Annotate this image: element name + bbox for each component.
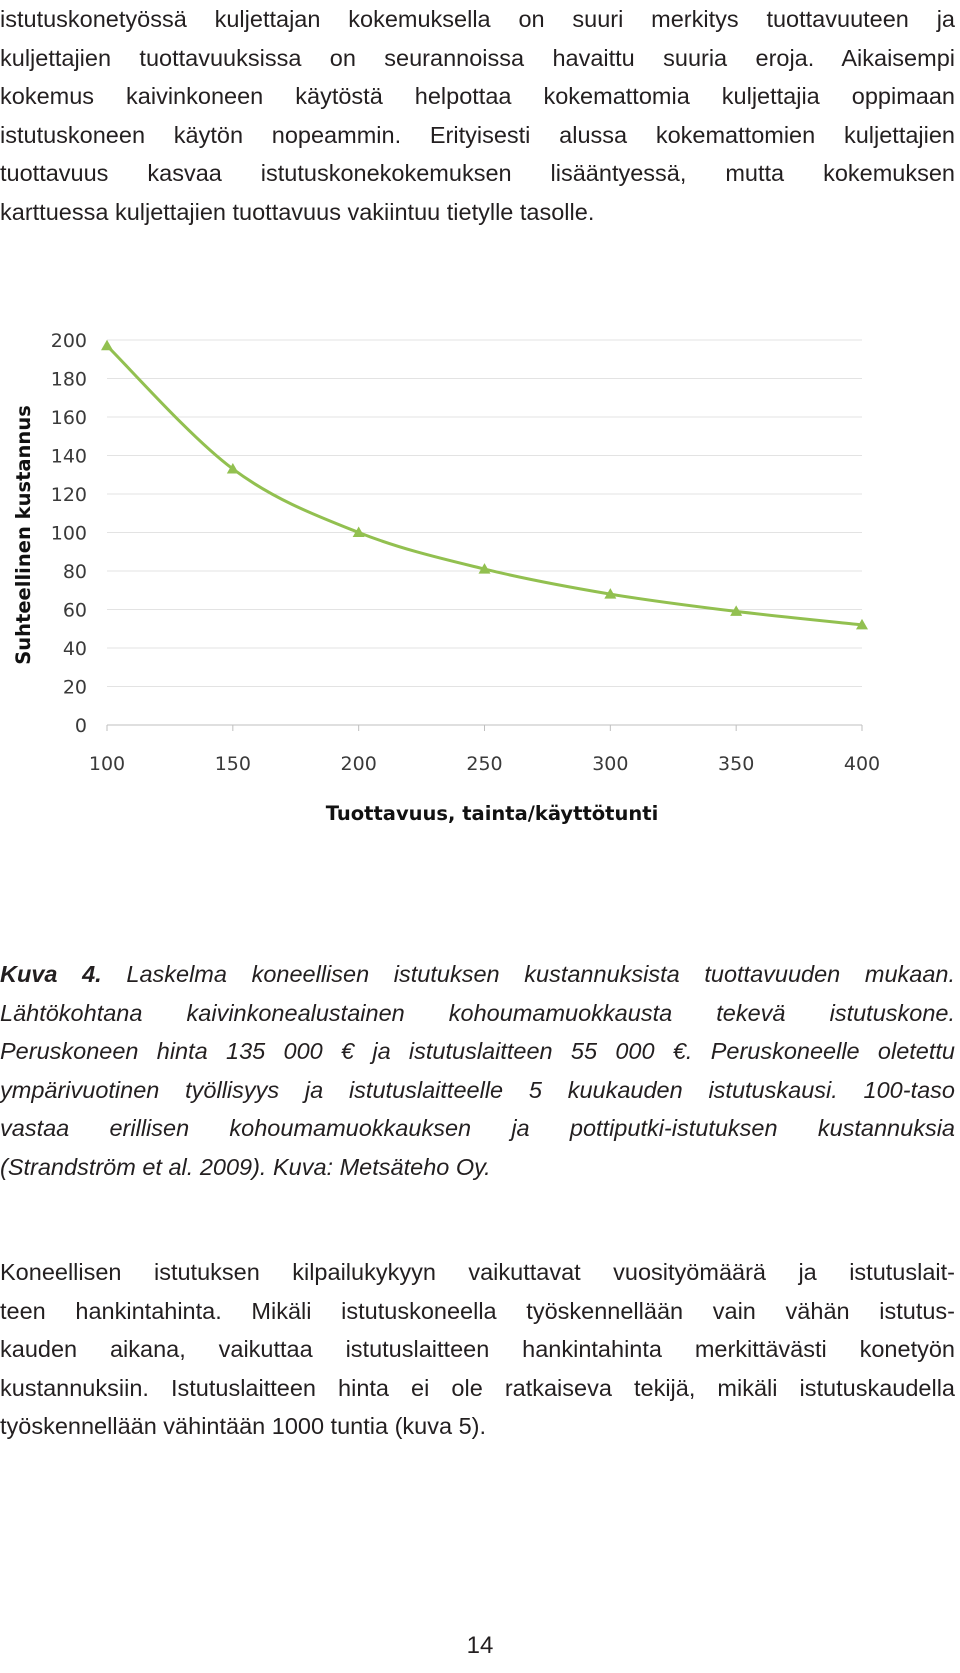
y-tick-label: 40 <box>62 638 87 660</box>
y-tick-label: 120 <box>50 484 87 506</box>
text-line: kauden aikana, vaikuttaa istutuslaitteen hankintahinta merkittävästi konetyön <box>0 1336 955 1362</box>
text-line: karttuessa kuljettajien tuottavuus vakiintuu tietylle tasolle. <box>0 198 595 225</box>
cost-chart <box>0 330 960 890</box>
body-paragraph <box>0 1253 955 1446</box>
y-axis-title: Suhteellinen kustannus <box>12 405 35 665</box>
intro-paragraph <box>0 0 955 231</box>
caption-text: Laskelma koneellisen istutuksen kustannuksista tuottavuuden mukaan. <box>126 961 956 987</box>
y-tick-label: 140 <box>50 445 87 468</box>
x-axis-title: Tuottavuus, tainta/käyttötunti <box>325 802 659 825</box>
x-tick-label: 250 <box>466 753 503 775</box>
y-tick-label: 100 <box>50 522 87 545</box>
text-line: kuljettajien tuottavuuksissa on seurannoissa havaittu suuria eroja. Aikaisempi <box>0 44 955 71</box>
caption-line: ympärivuotinen työllisyys ja istutuslaitteelle 5 kuukauden istutuskausi. 100-taso <box>0 1076 955 1103</box>
text-line: teen hankintahinta. Mikäli istutuskoneella työskennellään vain vähän istutus- <box>0 1297 955 1324</box>
y-tick-label: 80 <box>62 561 87 583</box>
text-line: kustannuksiin. Istutuslaitteen hinta ei ole ratkaiseva tekijä, mikäli istutuskaudella <box>0 1374 955 1401</box>
y-tick-label: 160 <box>50 407 87 429</box>
page-number: 14 <box>466 1632 494 1659</box>
text-line: istutuskoneen käytön nopeammin. Erityisesti alussa kokemattomien kuljettajien <box>0 121 955 148</box>
text-line: Koneellisen istutuksen kilpailukykyyn vaikuttavat vuosityömäärä ja istutuslait- <box>0 1259 955 1285</box>
y-tick-label: 0 <box>74 715 87 737</box>
figure-caption <box>0 955 955 1186</box>
x-tick-label: 400 <box>843 753 881 775</box>
x-tick-label: 300 <box>592 753 629 775</box>
text-line: työskennellään vähintään 1000 tuntia (kuva 5). <box>0 1413 486 1439</box>
text-line: istutuskonetyössä kuljettajan kokemuksella on suuri merkitys tuottavuuteen ja <box>0 6 955 32</box>
figure-label: Kuva 4. <box>0 961 102 987</box>
series-line <box>107 346 862 625</box>
caption-line: vastaa erillisen kohoumamuokkauksen ja pottiputki-istutuksen kustannuksia <box>0 1115 955 1141</box>
x-tick-label: 200 <box>340 753 377 775</box>
x-tick-label: 100 <box>88 753 126 775</box>
y-tick-label: 60 <box>62 599 87 622</box>
data-point <box>101 340 113 351</box>
y-tick-label: 20 <box>62 676 87 699</box>
caption-line: Peruskoneen hinta 135 000 € ja istutuslaitteen 55 000 €. Peruskoneelle oletettu <box>0 1038 955 1064</box>
x-tick-label: 350 <box>718 753 755 775</box>
text-line: kokemus kaivinkoneen käytöstä helpottaa kokemattomia kuljettajia oppimaan <box>0 83 955 109</box>
caption-line <box>0 955 955 994</box>
caption-line: Lähtökohtana kaivinkonealustainen kohoumamuokkausta tekevä istutuskone. <box>0 999 955 1026</box>
y-tick-label: 200 <box>50 330 87 352</box>
x-tick-label: 150 <box>214 753 251 775</box>
chart-svg <box>0 330 960 890</box>
text-line: tuottavuus kasvaa istutuskonekokemuksen lisääntyessä, mutta kokemuksen <box>0 160 955 186</box>
y-tick-label: 180 <box>50 368 87 391</box>
caption-line: (Strandström et al. 2009). Kuva: Metsäteho Oy. <box>0 1153 491 1180</box>
